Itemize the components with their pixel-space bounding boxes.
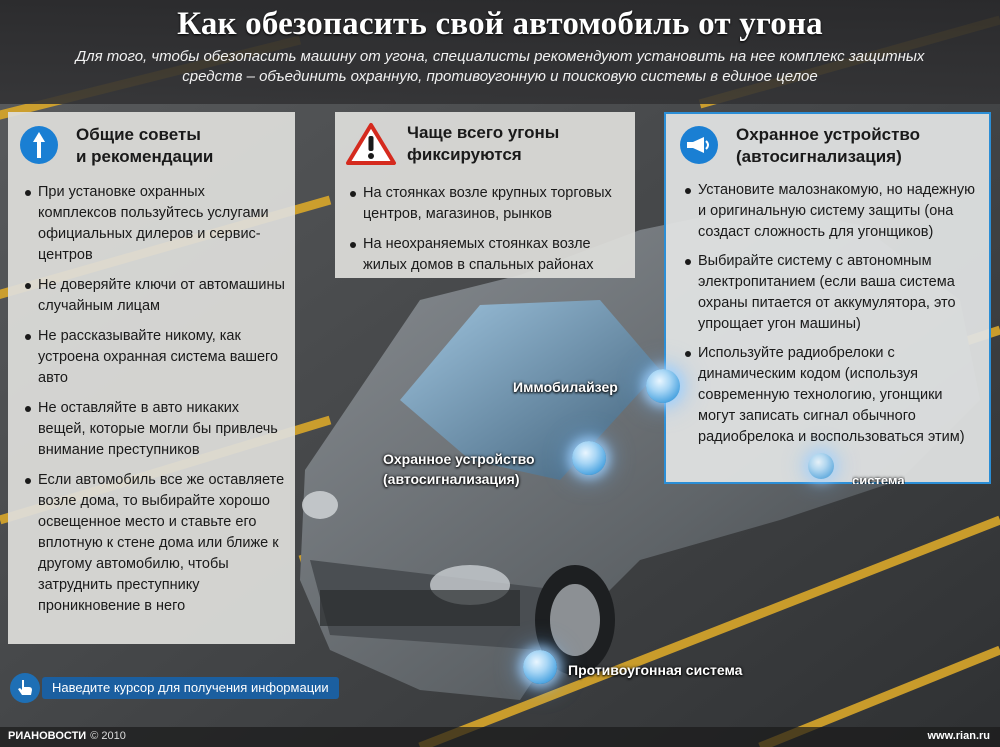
horn-icon bbox=[680, 126, 718, 164]
logo-text: РИАНОВОСТИ bbox=[8, 730, 87, 742]
list-item: Если автомобиль все же оставляете возле дома, то выбирайте хорошо освещенное место и ставьте его вплотную к стене дома или ближе к другому автомобилю, чтобы затруднить преступнику проникновение в него bbox=[20, 470, 285, 617]
immobilizer-hotspot[interactable] bbox=[646, 369, 680, 403]
panel-title bbox=[736, 124, 920, 168]
alarm-tips-list bbox=[680, 180, 979, 448]
panel-title bbox=[76, 124, 213, 168]
list-item: На стоянках возле крупных торговых центров, магазинов, рынков bbox=[345, 183, 625, 225]
list-item: Не оставляйте в авто никаких вещей, которые могли бы привлечь внимание преступников bbox=[20, 398, 285, 461]
list-item: Не рассказывайте никому, как устроена охранная система вашего авто bbox=[20, 326, 285, 389]
ria-logo bbox=[8, 730, 126, 742]
alarm-hotspot[interactable] bbox=[572, 441, 606, 475]
header bbox=[0, 0, 1000, 104]
panel-title bbox=[407, 122, 559, 166]
search-system-label: система bbox=[852, 474, 905, 484]
copyright-text: © 2010 bbox=[90, 730, 126, 742]
locations-list bbox=[345, 183, 625, 276]
arrow-up-icon bbox=[20, 126, 58, 164]
site-link[interactable]: www.rian.ru bbox=[927, 730, 990, 742]
list-item: На неохраняемых стоянках возле жилых домов в спальных районах bbox=[345, 234, 625, 276]
general-tips-panel bbox=[8, 112, 295, 644]
panel-title-line2: и рекомендации bbox=[76, 147, 214, 166]
list-item: Не доверяйте ключи от автомашины случайным лицам bbox=[20, 275, 285, 317]
warning-icon bbox=[345, 122, 397, 171]
hand-pointer-icon bbox=[10, 673, 40, 703]
theft-locations-panel bbox=[335, 112, 635, 278]
list-item: Используйте радиобрелоки с динамическим кодом (используя современную технологию, угонщики могут записать сигнал обычного радиобрелока и воспользоваться этим) bbox=[680, 343, 979, 448]
search-system-hotspot[interactable] bbox=[808, 453, 834, 479]
page-title: Как обезопасить свой автомобиль от угона bbox=[177, 6, 823, 42]
alarm-label-line1: Охранное устройство bbox=[383, 451, 535, 467]
footer bbox=[0, 727, 1000, 747]
hint-text: Наведите курсор для получения информации bbox=[42, 677, 339, 699]
panel-title-line1: Охранное устройство bbox=[736, 125, 921, 144]
hover-hint bbox=[10, 673, 339, 703]
alarm-device-panel bbox=[664, 112, 991, 484]
antitheft-label: Противоугонная система bbox=[568, 662, 743, 678]
panel-title-line2: фиксируются bbox=[407, 145, 522, 164]
immobilizer-label: Иммобилайзер bbox=[513, 379, 618, 395]
tips-list bbox=[20, 182, 285, 617]
list-item: При установке охранных комплексов пользуйтесь услугами официальных дилеров и сервис-центров bbox=[20, 182, 285, 266]
panel-title-line1: Общие советы bbox=[76, 125, 201, 144]
page-subtitle: Для того, чтобы обезопасить машину от угона, специалисты рекомендуют установить на нее комплекс защитных средств – объединить охранную, противоугонную и поисковую системы в единое целое bbox=[75, 48, 925, 85]
alarm-label bbox=[383, 449, 535, 489]
list-item: Выбирайте систему с автономным электропитанием (если ваша система охраны питается от аккумулятора, это упрощает угон машины) bbox=[680, 251, 979, 335]
list-item: Установите малознакомую, но надежную и оригинальную систему защиты (она создаст сложность для угонщиков) bbox=[680, 180, 979, 243]
panel-title-line1: Чаще всего угоны bbox=[407, 123, 560, 142]
antitheft-hotspot[interactable] bbox=[523, 650, 557, 684]
alarm-label-line2: (автосигнализация) bbox=[383, 471, 520, 487]
panel-title-line2: (автосигнализация) bbox=[736, 147, 902, 166]
